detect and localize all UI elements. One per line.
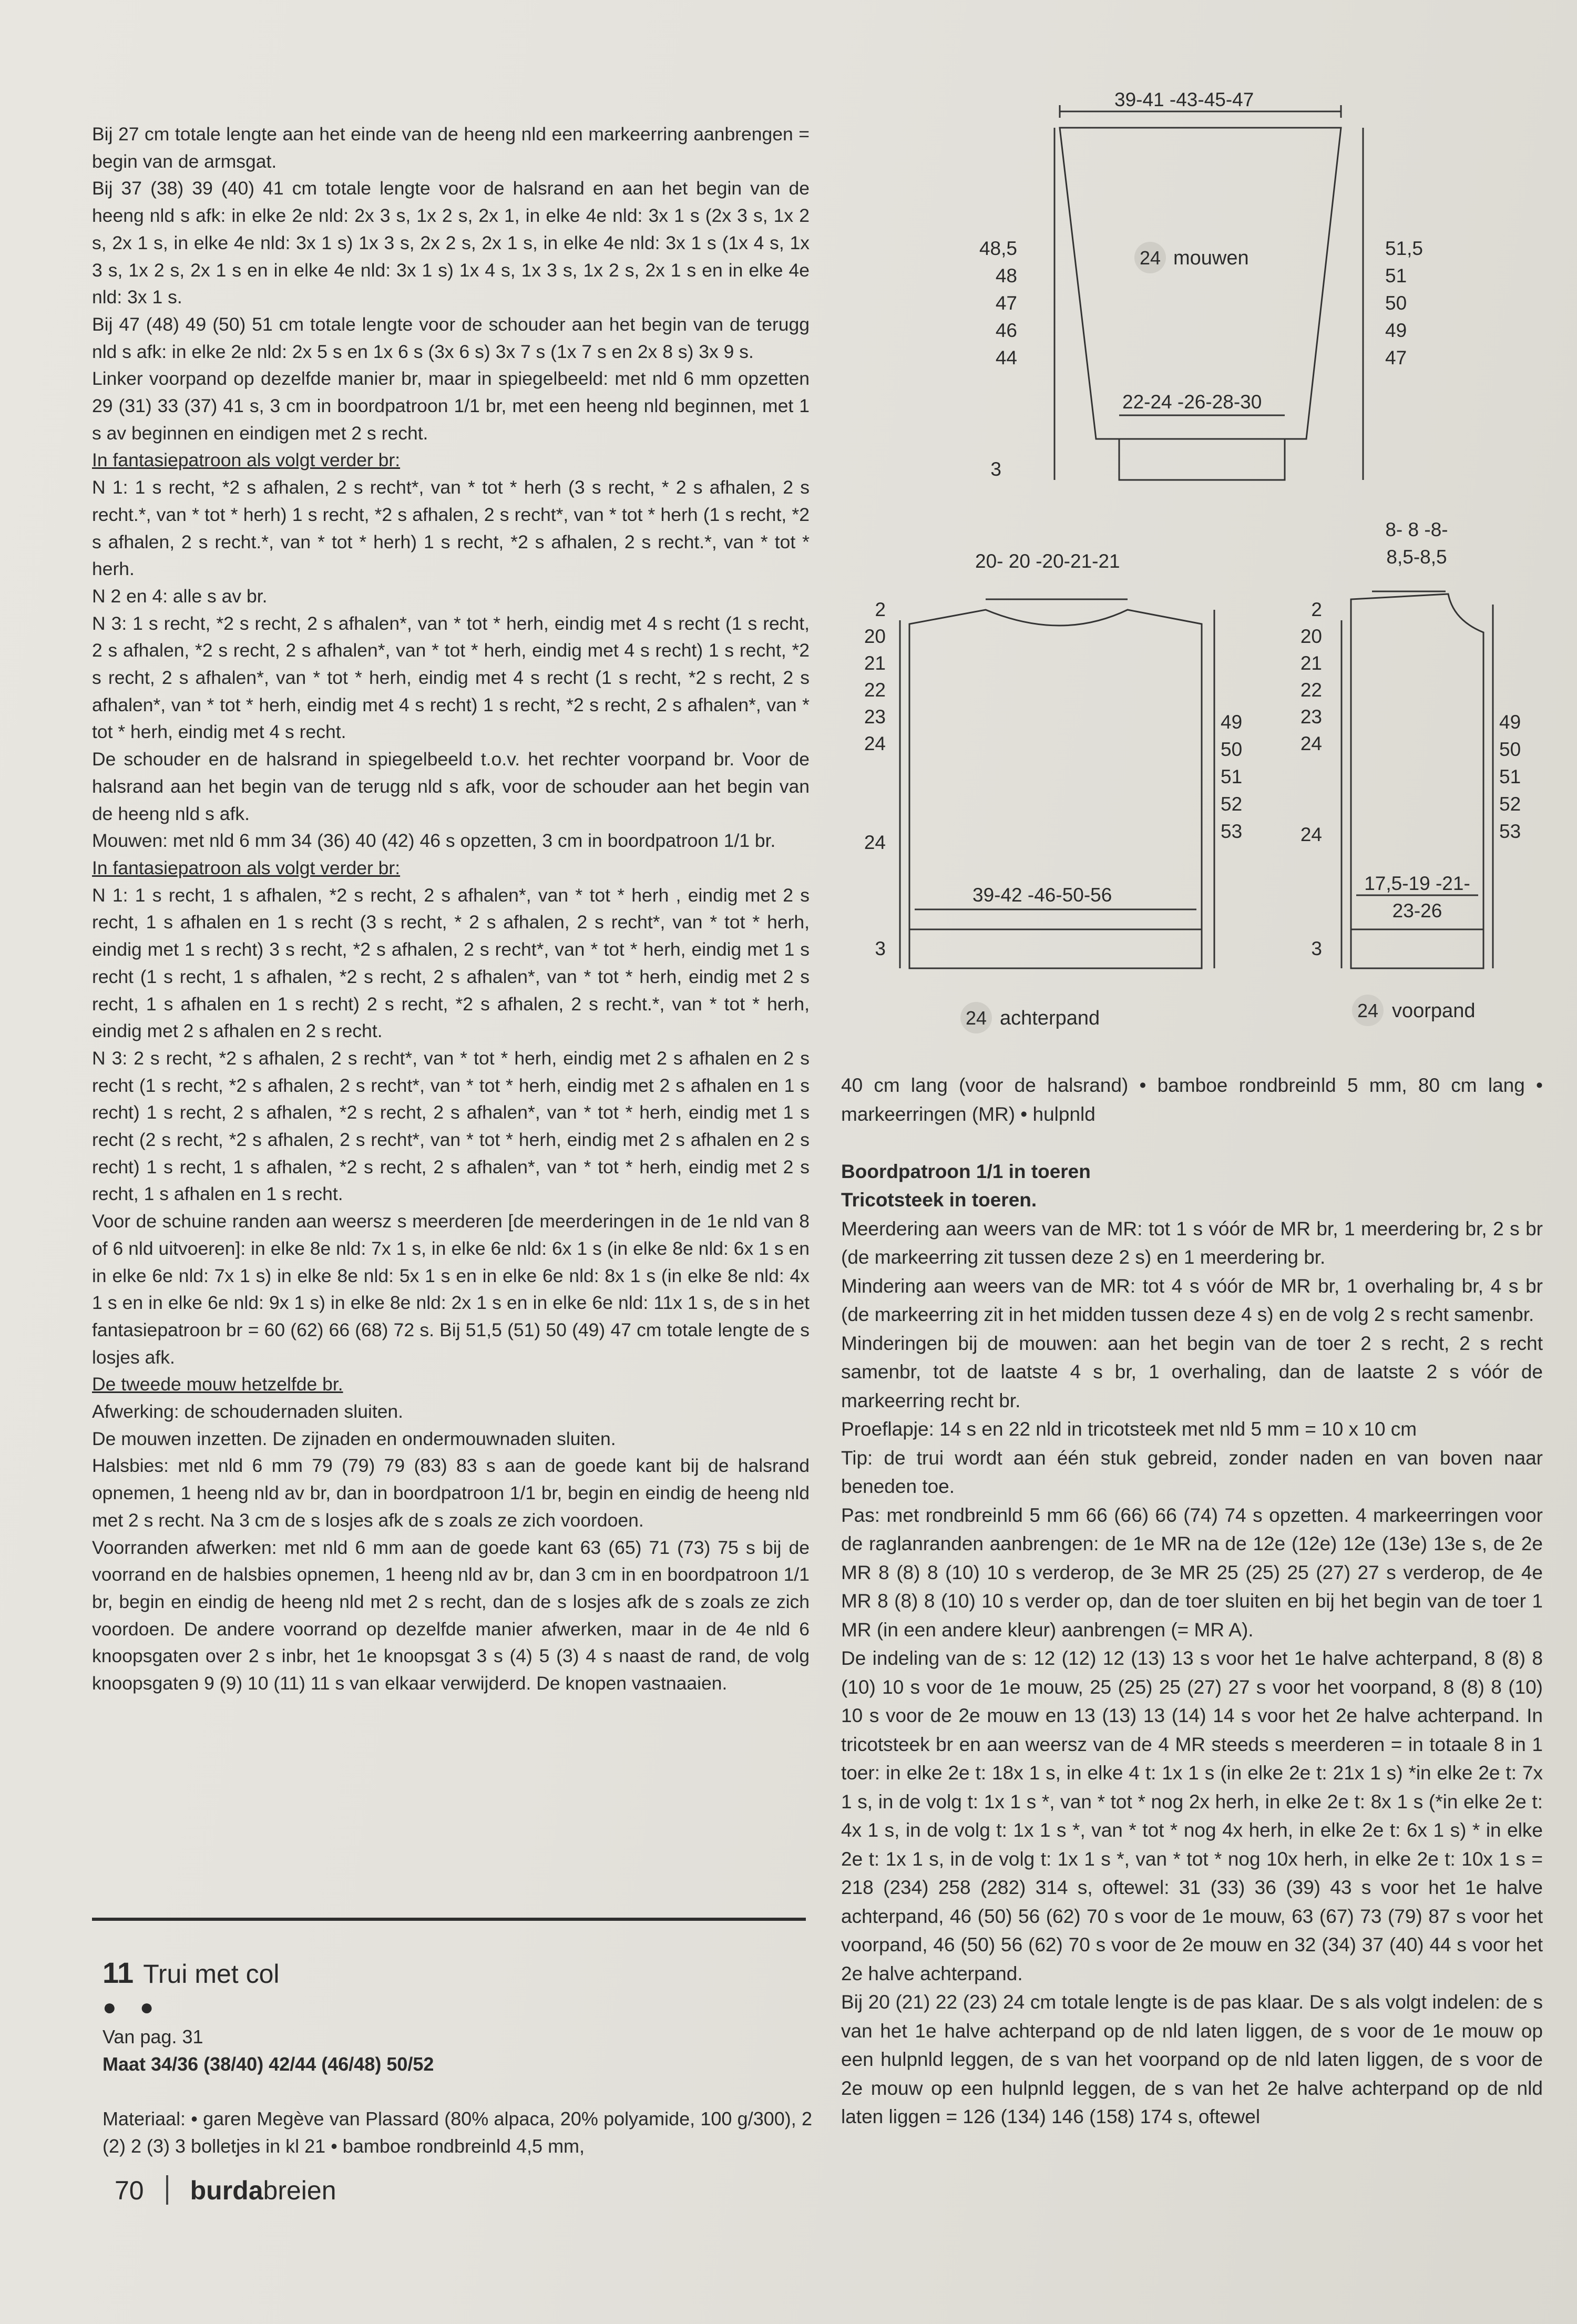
paragraph: Mouwen: met nld 6 mm 34 (36) 40 (42) 46 s opzetten, 3 cm in boordpatroon 1/1 br.: [92, 830, 776, 852]
back-left-length: 23: [864, 706, 886, 728]
paragraph: Minderingen bij de mouwen: aan het begin van de toer 2 s recht, 2 s recht samenbr, tot de laatste 4 s br, 1 overhaling, dan de laatste 2 s vóór de markeerring recht br.: [841, 1332, 1543, 1411]
sleeve-left-length: 48,5: [979, 238, 1017, 259]
back-width: 39-42 -46-50-56: [972, 884, 1112, 906]
sleeve-right-length: 51: [1385, 265, 1407, 286]
sleeve-top-width: 39-41 -43-45-47: [1114, 89, 1254, 110]
front-width: 17,5-19 -21-: [1364, 873, 1470, 894]
front-left-length: 21: [1300, 652, 1322, 674]
front-left-length: 24: [1300, 733, 1322, 754]
section-subheading: Boordpatroon 1/1 in toeren: [841, 1160, 1091, 1182]
section-divider: [92, 1918, 806, 1921]
page-number: 70: [115, 2176, 144, 2205]
paragraph: Voor de schuine randen aan weersz s meerderen [de meerderingen in de 1e nld van 8 of 6 nld uitvoeren]: in elke 8e nld: 7x 1 s, in elke 6e nld: 6x 1 s (in elke 8e nld: 6x 1 s en in elke 6e nld: 7x 1 s) in elke 8e nld: 5x 1 s en in elke 6e nld: 8x 1 s (in elke 8e nld: 4x 1 s en in elke 6e nld: 9x 1 s) in elke 8e nld: 2x 1 s en in elke 6e nld: 11x 1 s, de s in het fantasiepatroon br = 60 (62) 66 (68) 72 s. Bij 51,5 (51) 50 (49) 47 cm totale lengte de s losjes afk.: [92, 1211, 810, 1368]
pattern-title-row: [103, 1956, 812, 1990]
brand-name-light: breien: [263, 2176, 336, 2205]
back-right-length: 49: [1221, 711, 1243, 733]
paragraph: Voorranden afwerken: met nld 6 mm aan de goede kant 63 (65) 71 (73) 75 s bij de voorrand en de halsbies opnemen, 1 heeng nld av br, dan 3 cm in en boordpatroon 1/1 br, begin en eindig de heeng nld met 2 s recht, dan de s losjes afk de s zoals ze zich voordoen. De andere voorrand op dezelfde manier afwerken, maar in de 4e nld 6 knoopsgaten over 2 s inbr, het 1e knoopsgat 3 s (4) 5 (3) 4 s naast de rand, de volg knoopsgaten 9 (9) 10 (11) 11 s van elkaar verwijderd. De knopen vastnaaien.: [92, 1537, 810, 1694]
back-left-length: 20: [864, 626, 886, 647]
section-subheading: In fantasiepatroon als volgt verder br:: [92, 449, 401, 471]
paragraph: N 3: 1 s recht, *2 s recht, 2 s afhalen*, van * tot * herh, eindig met 4 s recht (1 s recht, 2 s afhalen, *2 s recht, 2 s afhalen*, van * tot * herh, eindig met 4 s recht) 1 s recht, *2 s recht, 2 s afhalen*, van * tot * herh, eindig met 4 s recht (1 s recht, *2 s recht, 2 s afhalen*, van * tot * herh, eindig met 4 s recht) 1 s recht, *2 s recht, 2 s afhalen*, van * tot * herh, eindig met 4 s recht.: [92, 612, 810, 743]
front-right-length: 53: [1499, 821, 1521, 842]
paragraph: N 2 en 4: alle s av br.: [92, 585, 268, 607]
paragraph: De indeling van de s: 12 (12) 12 (13) 13 s voor het 1e halve achterpand, 8 (8) 8 (10) 10 s voor de 1e mouw, 25 (25) 25 (27) 27 s voor het voorpand, 8 (8) 8 (10) 10 s voor de 2e mouw en 13 (13) 13 (14) 14 s voor het 2e halve achterpand. In tricotsteek br en aan weersz van de 4 MR steeds s meerderen = in totaale 8 in 1 toer: in elke 2e t: 18x 1 s, in elke 4 t: 1x 1 s (in elke 2e t: 21x 1 s) *in elke 2e t: 7x 1 s, in de volg t: 1x 1 s *, van * tot * nog 2x herh, in elke 2e t: 8x 1 s (*in elke 2e t: 4x 1 s, in de volg t: 1x 1 s *, van * tot * nog 4x herh, in elke 2e t: 6x 1 s) * in elke 2e t: 1x 1 s, in de volg t: 1x 1 s *, van * tot * nog 10x herh, in elke 2e t: 10x 1 s = 218 (234) 258 (282) 314 s, oftewel: 31 (33) 36 (39) 43 s voor het 1e halve achterpand, 46 (50) 56 (62) 70 s voor de 1e mouw, 63 (67) 73 (79) 87 s voor het voorpand, 46 (50) 56 (62) 70 s voor de 2e mouw en 32 (34) 37 (40) 44 s voor het 2e halve achterpand.: [841, 1647, 1543, 1984]
sleeve-right-length: 51,5: [1385, 238, 1424, 259]
section-subheading: De tweede mouw hetzelfde br.: [92, 1374, 343, 1395]
paragraph: Bij 27 cm totale lengte aan het einde van de heeng nld een markeerring aanbrengen = begin van de armsgat.: [92, 124, 810, 172]
back-mid-length: 24: [864, 832, 886, 853]
section-subheading: In fantasiepatroon als volgt verder br:: [92, 857, 401, 878]
back-left-length: 21: [864, 652, 886, 674]
sleeve-left-length: 44: [995, 347, 1017, 368]
front-width: 23-26: [1392, 900, 1442, 922]
back-right-length: 53: [1221, 821, 1243, 842]
page-reference: Van pag. 31: [103, 2026, 203, 2047]
front-label: voorpand: [1392, 1000, 1476, 1022]
front-left-length: 22: [1300, 679, 1322, 701]
front-left-length: 2: [1311, 599, 1322, 620]
sleeve-label: mouwen: [1173, 247, 1249, 269]
paragraph: Halsbies: met nld 6 mm 79 (79) 79 (83) 83 s aan de goede kant bij de halsrand opnemen, 1 heeng nld av br, dan in boordpatroon 1/1 br, begin en eindig de heeng nld met 2 s recht. Na 3 cm de s losjes afk de s zoals ze zich voordoen.: [92, 1455, 810, 1531]
paragraph: 40 cm lang (voor de halsrand) • bamboe rondbreinld 5 mm, 80 cm lang • markeerringen (MR) • hulpnld: [841, 1074, 1543, 1125]
paragraph: N 3: 2 s recht, *2 s afhalen, 2 s recht*, van * tot * herh, eindig met 2 s afhalen en 2 s recht (1 s recht, *2 s afhalen, 2 s recht*, van * tot * herh, eindig met 2 s afhalen en 1 s recht) 1 s recht, 2 s afhalen, *2 s recht, 2 s afhalen*, van * tot * herh, eindig met 1 s recht (2 s recht, *2 s afhalen, 2 s recht*, van * tot * herh, eindig met 2 s afhalen en 2 s recht) 1 s recht, 1 s afhalen, *2 s recht, 2 s afhalen*, van * tot * herh, eindig met 2 s recht, 1 s afhalen en 1 s recht.: [92, 1047, 810, 1205]
front-left-length: 23: [1300, 706, 1322, 728]
paragraph: N 1: 1 s recht, *2 s afhalen, 2 s recht*, van * tot * herh (3 s recht, * 2 s afhalen, 2 s recht.*, van * tot * herh) 1 s recht, *2 s afhalen, 2 s recht*, van * tot * herh (1 s recht, *2 s afhalen, 2 s recht.*, van * tot * herh) 1 s recht, *2 s afhalen, 2 s recht.*, van * tot * herh.: [92, 477, 810, 580]
front-neck-width: 8- 8 -8-: [1385, 519, 1448, 540]
sleeve-left-length: 47: [995, 292, 1017, 314]
front-mid-length: 24: [1300, 824, 1322, 845]
sleeve-right-length: 49: [1385, 320, 1407, 341]
difficulty-dots: ● ●: [103, 1994, 162, 2020]
back-left-length: 2: [875, 599, 886, 620]
front-number: 24: [1357, 1000, 1379, 1021]
front-left-length: 20: [1300, 626, 1322, 647]
sleeve-left-length: 48: [995, 265, 1017, 286]
paragraph: Meerdering aan weers van de MR: tot 1 s vóór de MR br, 1 meerdering br, 2 s br (de markeerring zit tussen deze 2 s) en 1 meerdering br.: [841, 1217, 1543, 1268]
left-text-column: [92, 121, 810, 1697]
front-neck-width: 8,5-8,5: [1386, 546, 1447, 568]
right-text-column: [841, 1071, 1543, 2132]
sizes-line: Maat 34/36 (38/40) 42/44 (46/48) 50/52: [103, 2053, 434, 2075]
sleeve-rib-height: 3: [990, 458, 1001, 480]
paragraph: Proeflapje: 14 s en 22 nld in tricotsteek met nld 5 mm = 10 x 10 cm: [841, 1418, 1417, 1440]
front-right-length: 52: [1499, 793, 1521, 815]
back-right-length: 52: [1221, 793, 1243, 815]
paragraph: De mouwen inzetten. De zijnaden en ondermouwnaden sluiten.: [92, 1428, 616, 1449]
paragraph: Afwerking: de schoudernaden sluiten.: [92, 1401, 404, 1422]
section-subheading: Tricotsteek in toeren.: [841, 1189, 1037, 1211]
brand-name-bold: burda: [190, 2176, 263, 2205]
paragraph: Bij 47 (48) 49 (50) 51 cm totale lengte voor de schouder aan het begin van de terugg nld s afk: in elke 2e nld: 2x 5 s en 1x 6 s (3x 6 s) 3x 7 s (1x 7 s en 2x 8 s) 3x 9 s.: [92, 313, 810, 362]
paragraph: Linker voorpand op dezelfde manier br, maar in spiegelbeeld: met nld 6 mm opzetten 29 (31) 33 (37) 41 s, 3 cm in boordpatroon 1/1 br, met een heeng nld beginnen, met 1 s av beginnen en eindigen met 2 s recht.: [92, 368, 810, 444]
back-left-length: 22: [864, 679, 886, 701]
sleeve-cuff: [1119, 439, 1285, 480]
page-footer: [115, 2175, 336, 2206]
sleeve-right-length: 47: [1385, 347, 1407, 368]
paragraph: De schouder en de halsrand in spiegelbeeld t.o.v. het rechter voorpand br. Voor de halsrand aan het begin van de terugg nld s afk, voor de schouder aan het begin van de heeng nld s afk.: [92, 749, 810, 824]
front-right-length: 49: [1499, 711, 1521, 733]
sleeve-number: 24: [1139, 247, 1161, 269]
back-right-length: 51: [1221, 766, 1243, 787]
back-label: achterpand: [1000, 1007, 1100, 1029]
footer-separator: [166, 2175, 168, 2205]
paragraph: Tip: de trui wordt aan één stuk gebreid, zonder naden en van boven naar beneden toe.: [841, 1447, 1543, 1497]
paragraph: Pas: met rondbreinld 5 mm 66 (66) 66 (74) 74 s opzetten. 4 markeerringen voor de raglanranden aanbrengen: de 1e MR na de 12e (12e) 12e (13e) 13e s, de 2e MR 8 (8) 8 (10) 10 s verderop, de 3e MR 25 (25) 25 (27) 27 s verderop, de 4e MR 8 (8) 8 (10) 10 s verder op, dan de toer sluiten en bij het begin van de toer 1 MR (in een andere kleur) aanbrengen (= MR A).: [841, 1504, 1543, 1641]
back-rib-height: 3: [875, 938, 886, 959]
pattern-number: 11: [103, 1956, 134, 1989]
knitting-schematic: [841, 74, 1566, 1046]
front-right-length: 50: [1499, 739, 1521, 760]
pattern-title: Trui met col: [143, 1959, 280, 1989]
spacer: [841, 1129, 1543, 1158]
front-right-length: 51: [1499, 766, 1521, 787]
back-outline: [909, 610, 1202, 968]
material-line: Materiaal: • garen Megève van Plassard (80% alpaca, 20% polyamide, 100 g/300), 2 (2) 2 (3) 3 bolletjes in kl 21 • bamboe rondbreinld 4,5 mm,: [103, 2108, 812, 2157]
sleeve-cuff-width: 22-24 -26-28-30: [1122, 391, 1262, 413]
paragraph: Bij 20 (21) 22 (23) 24 cm totale lengte is de pas klaar. De s als volgt indelen: de s van het 1e halve achterpand op de nld laten liggen, de s voor de 1e mouw op een hulpnld leggen, de s van het voorpand op de nld laten liggen, de s voor de 2e mouw op een hulpnld leggen, de s van het 2e halve achterpand op de nld laten liggen = 126 (134) 146 (158) 174 s, oftewel: [841, 1991, 1543, 2127]
paragraph: Bij 37 (38) 39 (40) 41 cm totale lengte voor de halsrand en aan het begin van de heeng nld s afk: in elke 2e nld: 2x 3 s, 1x 2 s, 2x 1, in elke 4e nld: 3x 1 s (2x 3 s, 1x 2 s, 2x 1 s, in elke 4e nld: 3x 1 s) 1x 3 s, 2x 2 s, 2x 1 s, in elke 4e nld: 3x 1 s (1x 4 s, 1x 3 s, 1x 2 s, 2x 1 s en in elke 4e nld: 3x 1 s) 1x 4 s, 1x 3 s, 1x 2 s, 2x 1 s en in elke 4e nld: 3x 1 s.: [92, 178, 810, 308]
paragraph: Mindering aan weers van de MR: tot 4 s vóór de MR br, 1 overhaling br, 4 s br (de markeerring zit in het midden tussen deze 4 s) en de volg 2 s recht samenbr.: [841, 1275, 1543, 1325]
pattern-header: [103, 1956, 812, 2160]
front-rib-height: 3: [1311, 938, 1322, 959]
back-left-length: 24: [864, 733, 886, 754]
sleeve-left-length: 46: [995, 320, 1017, 341]
back-number: 24: [965, 1007, 987, 1029]
back-neck-width: 20- 20 -20-21-21: [975, 550, 1120, 572]
paragraph: N 1: 1 s recht, 1 s afhalen, *2 s recht, 2 s afhalen*, van * tot * herh , eindig met 2 s recht, 1 s afhalen en 1 s recht (3 s recht, * 2 s afhalen, 2 s recht*, van * tot * herh, eindig met 1 s recht) 3 s recht, *2 s afhalen, 2 s recht*, van * tot * herh, eindig met 1 s recht (1 s recht, 1 s afhalen, *2 s recht, 2 s afhalen*, van * tot * herh, eindig met 2 s recht, 1 s afhalen en 1 s recht) 2 s recht, *2 s afhalen, 2 s recht.*, van * tot * herh, eindig met 2 s afhalen en 2 s recht.: [92, 884, 810, 1042]
back-right-length: 50: [1221, 739, 1243, 760]
sleeve-right-length: 50: [1385, 292, 1407, 314]
